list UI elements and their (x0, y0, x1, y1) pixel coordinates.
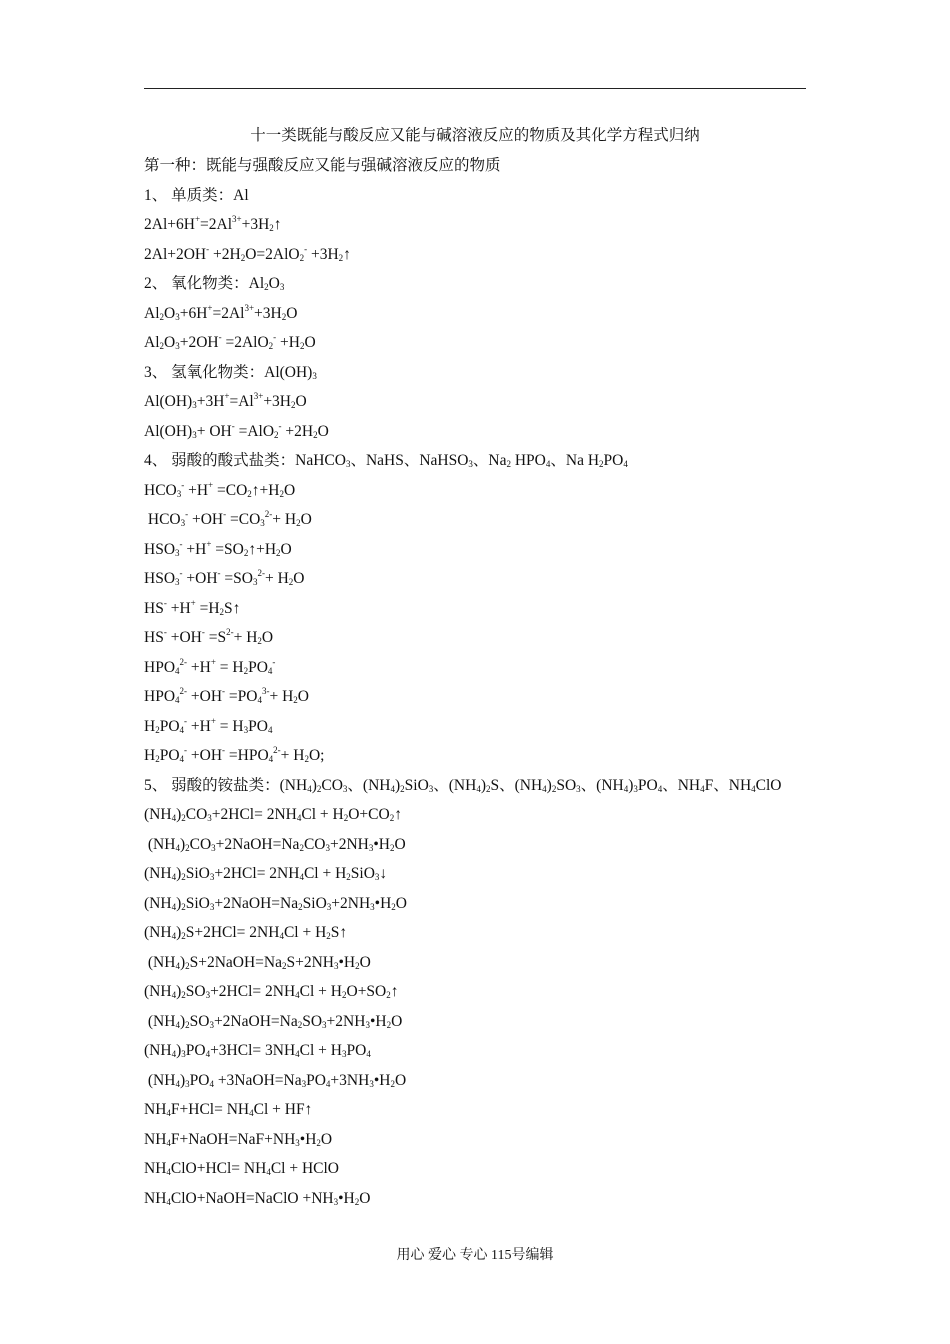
text-line: $H_2PO_4^- +OH^- =HPO_4^{2-}+ H_2O$; (144, 745, 325, 764)
page-footer: 用心 爱心 专心 115号编辑 (396, 1248, 554, 1263)
text-line: $Al_2O_3+6H^+=2Al^{3+}+3H_2O$ (144, 302, 298, 322)
text-line: $NH_4ClO+HCl= NH_4Cl$ + HClO (144, 1160, 339, 1177)
text-line: $NH_4ClO+NaOH=NaClO$ $+NH_3•H_2O$ (144, 1189, 371, 1207)
text-line: 3、 氢氧化物类：$Al(OH)_3$ (144, 363, 317, 381)
text-line: $Al_2O_3+2OH^- =2AlO_2^- +H_2O$ (144, 332, 316, 351)
text-line: $Al(OH)_3+3H^+=Al^{3+}+3H_2O$ (144, 391, 307, 410)
text-line: $Al(OH)_3+ OH^- =AlO_2^- +2H_2O$ (144, 420, 329, 440)
text-line: $(NH_4)_2SO_3+2HCl= 2NH_4Cl$ + $H_2O+SO_2↑$ (144, 983, 399, 1000)
text-line: 5、 弱酸的铵盐类：$(NH_4)_2CO_3$、$(NH_4)_2SiO_3$、$(NH_4)_2S$、$(NH_4)_2SO_3$、$(NH_4)_3PO_4$、$NH_4F$、$NH_4ClO$ (144, 776, 782, 794)
text-line: 第一种：既能与强酸反应又能与强碱溶液反应的物质 (144, 157, 501, 174)
text-line: $HCO_3^- +OH^- =CO_3^{2-}+ H_2O$ (144, 509, 312, 528)
text-line: $(NH_4)_3PO_4$ $+3NaOH=Na_3PO_4+3NH_3•H_2O$ (144, 1071, 407, 1089)
text-line: $HS^- +H^+ =H_2S↑$ (144, 597, 241, 617)
text-line: $HSO_3^- +H^+$ $=SO_2↑+H_2O$ (144, 538, 292, 558)
text-line: $HCO_3^- +H^+$ $=CO_2↑+H_2O$ (144, 479, 296, 499)
text-line: $HS^- +OH^- =S^{2-}+ H_2O$ (144, 627, 274, 646)
text-line: 4、 弱酸的酸式盐类：NaHCO$_3$、NaHS、NaHSO$_3$、$Na_2$ $HPO_4$、Na $H_2PO_4$ (144, 452, 628, 469)
text-line: $(NH_4)_2S+2NaOH=Na_2S+2NH_3•H_2O$ (144, 953, 371, 971)
text-line: 2、 氧化物类：$Al_2O_3$ (144, 275, 285, 292)
text-line: $H_2PO_4^- +H^+ = H_3PO_4$ (144, 715, 273, 735)
text-line: $HPO_4^{2-} +OH^- =PO_4^{3-}+ H_2O$ (144, 686, 309, 705)
document-body (144, 156, 844, 1218)
text-line: $(NH_4)_3PO_4+3HCl= 3NH_4Cl + H_3PO_4$ (144, 1042, 371, 1059)
text-line: $2Al+6H^+=2Al^{3+}+3H_2↑$ (144, 214, 282, 233)
text-line: $HPO_4^{2-} +H^+ = H_2PO_4^-$ (144, 656, 276, 676)
header-rule (144, 88, 806, 89)
text-line: $2Al+2OH^- +2H_2O=2AlO_2^-$ $+3H_2↑$ (144, 243, 351, 263)
text-line: $(NH_4)_2CO_3+2NaOH=Na_2CO_3+2NH_3•H_2O$ (144, 835, 406, 853)
document-title: 十一类既能与酸反应又能与碱溶液反应的物质及其化学方程式归纳 (250, 127, 700, 144)
text-line: $(NH_4)_2CO_3+2HCl= 2NH_4Cl$ + $H_2O+CO_2↑$ (144, 806, 402, 823)
text-line: $(NH_4)_2S+2HCl= 2NH_4Cl$ + $H_2S↑$ (144, 924, 348, 941)
text-line: $NH_4F+HCl= NH_4Cl$ + HF↑ (144, 1101, 313, 1118)
text-line: $(NH_4)_2SiO_3+2HCl= 2NH_4Cl$ + $H_2SiO_3↓$ (144, 865, 388, 882)
text-line: $NH_4F+NaOH=NaF+NH_3•H_2O$ (144, 1130, 333, 1148)
text-line: $(NH_4)_2SiO_3+2NaOH=Na_2SiO_3+2NH_3•H_2O$ (144, 894, 407, 912)
text-line: $(NH_4)_2SO_3+2NaOH=Na_2SO_3+2NH_3•H_2O$ (144, 1012, 403, 1030)
text-line: $HSO_3^- +OH^- =SO_3^{2-}+ H_2O$ (144, 568, 305, 587)
text-line: 1、 单质类：Al (144, 186, 249, 204)
